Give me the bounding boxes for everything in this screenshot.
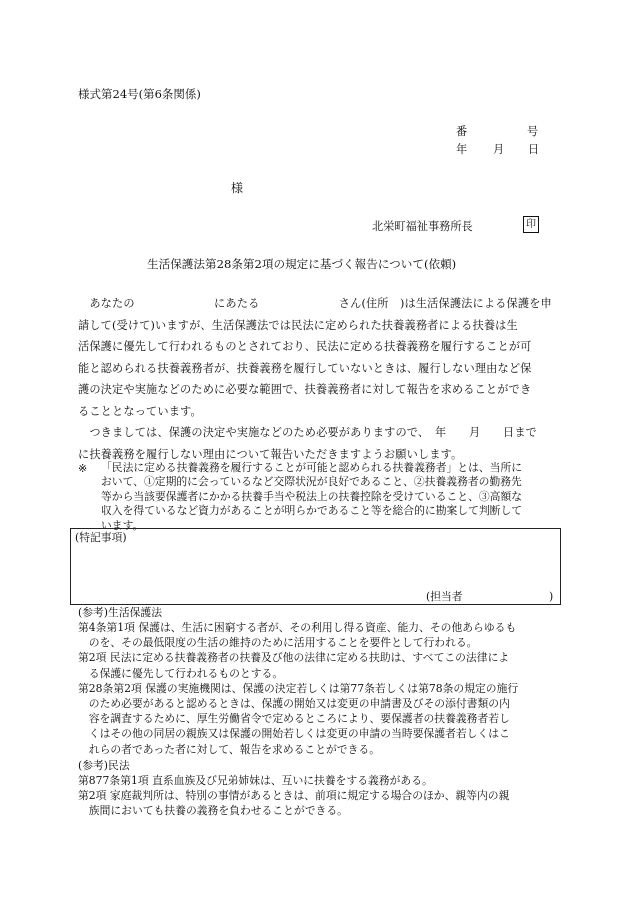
date-month-label: 月 — [493, 143, 505, 156]
body-line: あなたの にあたる さん(住所 )は生活保護法による保護を申 — [78, 297, 552, 310]
seal-stamp: 印 — [523, 216, 539, 233]
reference-line: る保護に優先して行われるものとする。 — [78, 666, 284, 680]
remarks-label: (特記事項) — [75, 531, 127, 544]
reference-minpo — [78, 758, 558, 819]
reference-line: 第28条第2項 保護の実施機関は、保護の決定若しくは第77条若しくは第78条の規定の施行 — [78, 681, 519, 695]
reference-line: のを、その最低限度の生活の維持のために活用することを要件として行われる。 — [78, 636, 478, 650]
person-in-charge-field: (担当者 ) — [426, 590, 554, 603]
number-label: 番 — [456, 125, 468, 138]
note-mark: ※ — [78, 462, 88, 475]
note-line: 等から当該要保護者にかかる扶養手当や税法上の扶養控除を受けていること、③高額な — [101, 489, 523, 503]
body-line: 護の決定や実施などのために必要な範囲で、扶養義務者に対して報告を求めることができ — [78, 383, 532, 396]
form-id: 様式第24号(第6条関係) — [78, 87, 201, 101]
reference-line: 第2項 家庭裁判所は、特別の事情があるときは、前項に規定する場合のほか、親等内の親 — [78, 789, 510, 803]
note-line: 「民法に定める扶養義務を履行することが可能と認められる扶養義務者」とは、当所に — [101, 461, 523, 474]
reference-line: 容を調査するために、厚生労働省令で定めるところにより、要保護者の扶養義務者若し — [78, 712, 510, 726]
reference-line: 第2項 民法に定める扶養義務者の扶養及び他の法律に定める扶助は、すべてこの法律によ — [78, 651, 510, 665]
reference-line: れらの者であった者に対して、報告を求めることができる。 — [78, 742, 380, 756]
reference-seiho — [78, 605, 558, 757]
note-line: 収入を得ているなど資力があることが明らかであること等を総合的に勘案して判断して — [101, 504, 523, 518]
date-year-label: 年 — [456, 143, 468, 156]
recipient-honorific: 様 — [231, 181, 244, 195]
sender-name: 北栄町福祉事務所長 — [372, 220, 473, 233]
reference-line: くはその他の同居の親族又は保護の開始若しくは変更の申請の当時要保護者若しくはこ — [78, 727, 510, 741]
reference-heading: (参考)生活保護法 — [78, 606, 163, 619]
reference-line: のため必要があると認めるときは、保護の開始又は変更の申請書及びその添付書類の内 — [78, 697, 510, 711]
reference-heading: (参考)民法 — [78, 759, 130, 772]
date-day-label: 日 — [528, 143, 540, 156]
number-suffix: 号 — [527, 125, 539, 138]
reference-line: 族間においても扶養の義務を負わせることができる。 — [78, 804, 348, 818]
remarks-box — [70, 528, 561, 605]
body-text — [78, 293, 554, 465]
note-line: います。 — [101, 518, 144, 532]
reference-line: 第4条第1項 保護は、生活に困窮する者が、その利用し得る資産、能力、その他あらゆるも — [78, 621, 517, 634]
body-line: 請して(受けて)いますが、生活保護法では民法に定められた扶養義務者による扶養は生 — [78, 318, 518, 332]
body-line: つきましては、保護の決定や実施などのため必要がありますので、 年 月 日まで — [78, 426, 538, 439]
body-line: ることとなっています。 — [78, 404, 202, 418]
note-line: おいて、①定期的に会っているなど交際状況が良好であること、②扶養義務者の勤務先 — [101, 475, 522, 489]
reference-line: 第877条第1項 直系血族及び兄弟姉妹は、互いに扶養をする義務がある。 — [78, 774, 433, 787]
body-line: 能と認められる扶養義務者が、扶養義務を履行していないときは、履行しない理由など保 — [78, 361, 532, 375]
body-line: に扶養義務を履行しない理由について報告いただきますようお願いします。 — [78, 447, 463, 461]
document-title: 生活保護法第28条第2項の規定に基づく報告について(依頼) — [147, 257, 457, 271]
body-line: 活保護に優先して行われるものとされており、民法に定める扶養義務を履行することが可 — [78, 340, 532, 353]
definition-note — [78, 461, 556, 533]
